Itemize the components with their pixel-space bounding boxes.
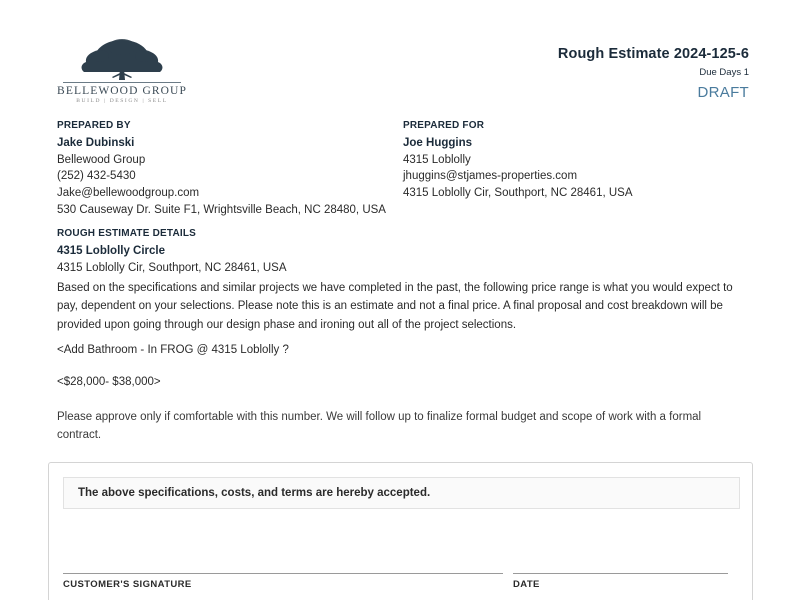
prepared-by-email: Jake@bellewoodgroup.com (57, 187, 200, 200)
page-title: Rough Estimate 2024-125-6 (557, 46, 749, 62)
details-project-name: 4315 Loblolly Circle (57, 245, 166, 257)
parties-section (57, 120, 749, 218)
signature-row (63, 573, 740, 590)
prepared-for-address: 4315 Loblolly Cir, Southport, NC 28461, USA (403, 187, 633, 200)
logo-divider (63, 82, 181, 83)
acceptance-banner-text: The above specifications, costs, and terms are hereby accepted. (78, 487, 431, 499)
prepared-by-company: Bellewood Group (57, 153, 146, 166)
details-paragraph-4: Please approve only if comfortable with this number. We will follow up to finalize formal budget and scope of work with a formal contract. (57, 411, 702, 442)
details-paragraph-3: <$28,000- $38,000> (57, 376, 161, 388)
details-project-address: 4315 Loblolly Cir, Southport, NC 28461, USA (57, 261, 287, 274)
date-label: DATE (513, 579, 540, 590)
logo-tagline: BUILD | DESIGN | SELL (76, 98, 168, 104)
date-field[interactable] (513, 573, 740, 590)
details-paragraph-2: <Add Bathroom - In FROG @ 4315 Loblolly ? (57, 344, 289, 356)
prepared-for-line1: 4315 Loblolly (403, 153, 471, 166)
status-badge: DRAFT (697, 84, 749, 101)
prepared-by-block (57, 120, 403, 218)
document-title-block (558, 36, 749, 101)
prepared-for-heading: PREPARED FOR (403, 120, 485, 131)
details-heading: ROUGH ESTIMATE DETAILS (57, 228, 197, 239)
prepared-for-block (403, 120, 749, 218)
details-paragraph-1: Based on the specifications and similar projects we have completed in the past, the following price range is what you would expect to pay, dependent on your selections. Please note this is an estimate and not a final price. A final proposal and cost breakdown will be provided upon going through our design phase and ironing out all of the project selections. (57, 282, 733, 331)
prepared-for-name: Joe Huggins (403, 137, 473, 149)
prepared-by-address: 530 Causeway Dr. Suite F1, Wrightsville Beach, NC 28480, USA (57, 203, 386, 216)
prepared-by-name: Jake Dubinski (57, 137, 135, 149)
prepared-by-phone: (252) 432-5430 (57, 170, 136, 183)
signature-label: CUSTOMER'S SIGNATURE (63, 579, 192, 590)
signature-field[interactable] (63, 573, 513, 590)
signature-line (63, 573, 503, 574)
prepared-for-email: jhuggins@stjames-properties.com (403, 170, 578, 183)
due-text: Due Days 1 (699, 67, 749, 78)
tree-icon (70, 36, 174, 80)
prepared-by-heading: PREPARED BY (57, 120, 131, 131)
acceptance-banner (63, 477, 740, 509)
document-header (57, 36, 749, 104)
date-line (513, 573, 728, 574)
acceptance-card (48, 462, 753, 600)
company-logo (57, 36, 187, 104)
estimate-details-section (57, 228, 749, 276)
logo-company-name: BELLEWOOD GROUP (57, 85, 187, 97)
